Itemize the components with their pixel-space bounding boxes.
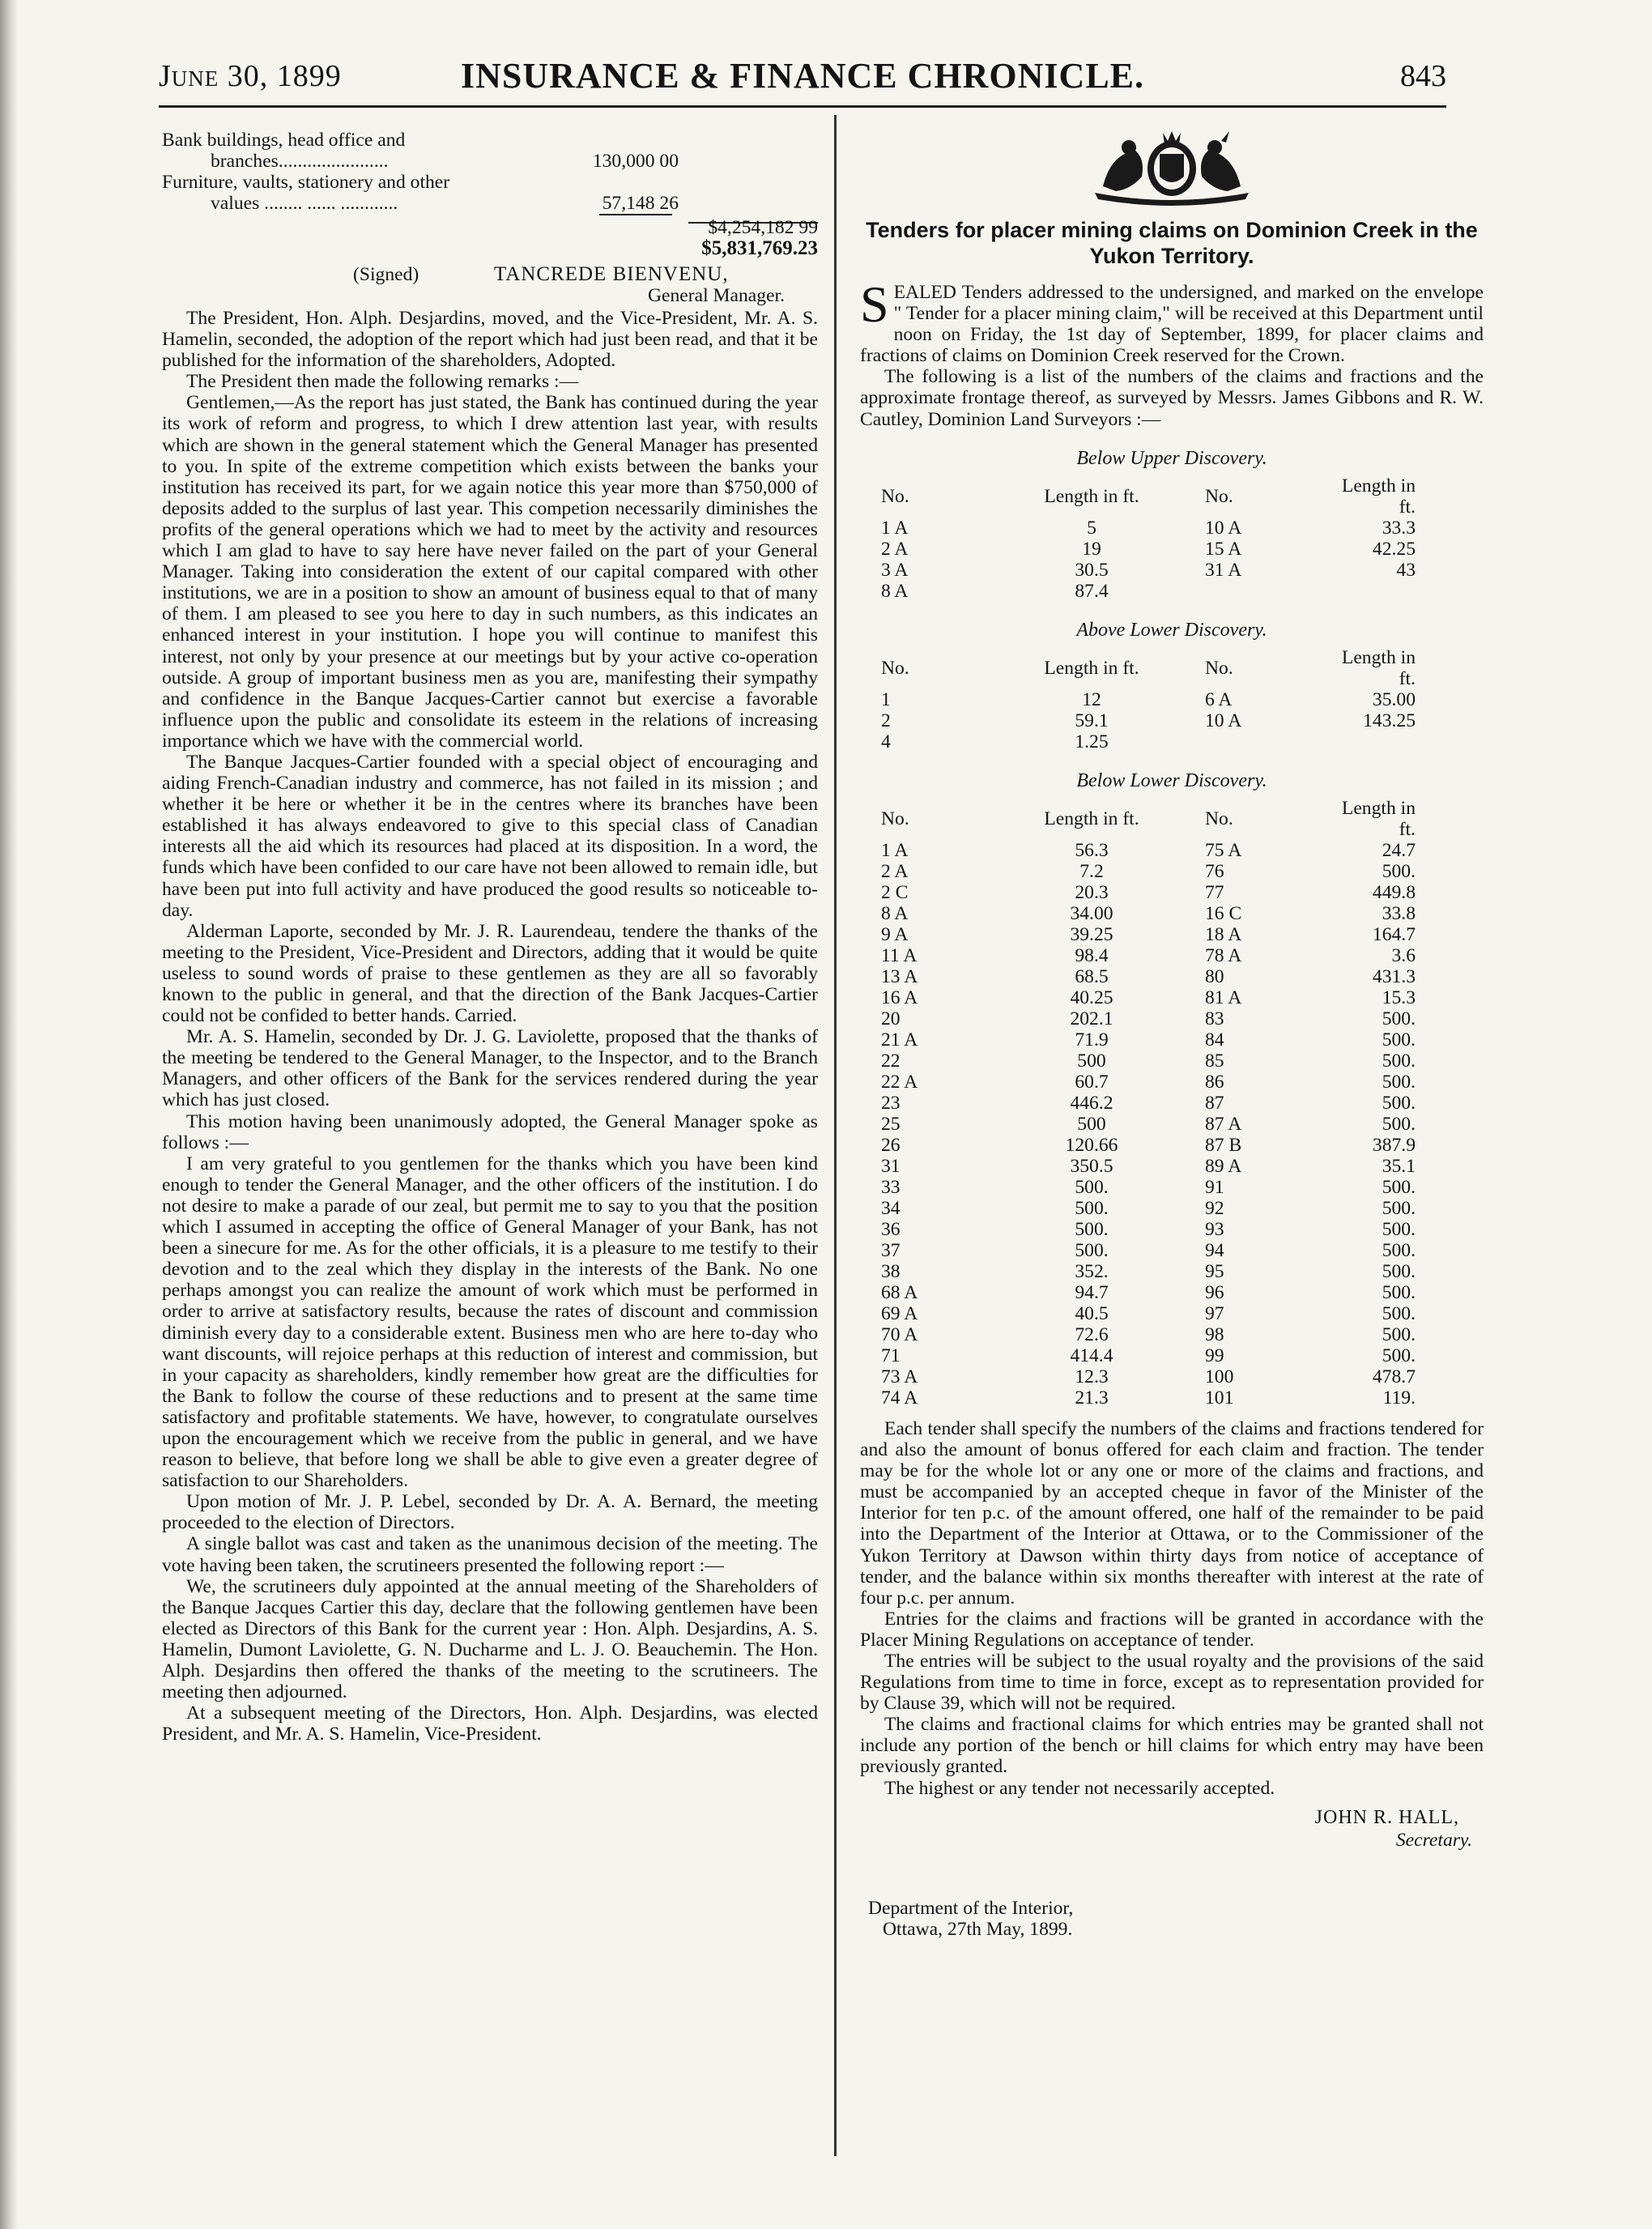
table-row bbox=[881, 1219, 1448, 1240]
signed-title: General Manager. bbox=[648, 285, 786, 306]
table-cell: 2 A bbox=[881, 538, 909, 560]
column-header: No. bbox=[881, 657, 909, 679]
table-row bbox=[881, 518, 1448, 539]
signed-name: TANCREDE BIENVENU, bbox=[494, 263, 729, 285]
signed-label: (Signed) bbox=[353, 264, 419, 285]
table-cell: 97 bbox=[1205, 1302, 1224, 1324]
table-cell: 87.4 bbox=[1075, 580, 1109, 602]
report-paragraph: Gentlemen,—As the report has just stated, the Bank has continued during the year its work of reform and progress, to which I drew attention last year, with results which are shown in the general statement which the General Manager has presented to you. In spite of the extreme competition which exists between the banks your institution has received its part, for we again notice this year more than $750,000 of deposits added to the surplus of last year. This competion necessarily diminishes the profits of the general operations which we had to meet by the activity and resources which I am glad to have to say here have never failed on the part of your General Manager. Taking into consideration the extent of our capital compared with other institutions, we are in a position to show an amount of business equal to that of many of them. I am pleased to see you here to day in such numbers, as this indicates an enhanced interest in your institution. I hope you will continue to manifest this interest, not only by your presence at our meetings but by your active co-operation outside. A group of important business men as you are, manifesting their sympathy and confidence in the Banque Jacques-Cartier cannot but exercise a favorable influence upon the public and consolidate its esteem in the relations of increasing importance which we have with the commercial world. bbox=[162, 392, 818, 752]
table-cell: 15.3 bbox=[1382, 987, 1416, 1008]
table-cell: 4 bbox=[881, 731, 891, 752]
table-cell: 16 C bbox=[1205, 902, 1242, 924]
table-cell: 500. bbox=[1382, 1281, 1416, 1303]
table-cell: 40.25 bbox=[1070, 987, 1113, 1008]
report-paragraph: This motion having been unanimously adopted, the General Manager spoke as follows :— bbox=[162, 1110, 818, 1153]
table-row bbox=[881, 1240, 1448, 1261]
column-header: No. bbox=[881, 485, 909, 507]
table-cell: 10 A bbox=[1205, 710, 1242, 731]
table-cell: 33 bbox=[881, 1176, 901, 1198]
claims-header-row bbox=[881, 798, 1448, 840]
table-cell: 96 bbox=[1205, 1281, 1224, 1303]
table-cell: 3 A bbox=[881, 559, 909, 581]
table-cell: 500. bbox=[1382, 1071, 1416, 1093]
intro-text-2: The following is a list of the numbers of the claims and fractions and the approximate frontage thereof, as surveyed by Messrs. James Gibbons and R. W. Cautley, Dominion Land Surveyors :— bbox=[860, 366, 1484, 430]
balance-amount: 130,000 00 bbox=[592, 151, 679, 172]
table-row bbox=[881, 1198, 1448, 1219]
table-row bbox=[881, 1324, 1448, 1345]
table-row bbox=[881, 903, 1448, 924]
claims-table-title: Above Lower Discovery. bbox=[1076, 619, 1267, 641]
table-cell: 89 A bbox=[1205, 1155, 1242, 1177]
table-cell: 71 bbox=[881, 1345, 901, 1366]
table-cell: 10 A bbox=[1205, 517, 1242, 539]
balance-row bbox=[162, 172, 818, 193]
claims-header-row bbox=[881, 475, 1448, 518]
table-cell: 94.7 bbox=[1075, 1281, 1109, 1303]
table-row bbox=[881, 1135, 1448, 1156]
table-cell: 500. bbox=[1075, 1218, 1109, 1240]
table-cell: 77 bbox=[1205, 881, 1224, 903]
claims-table-title: Below Lower Discovery. bbox=[1076, 769, 1267, 791]
table-cell: 91 bbox=[1205, 1176, 1224, 1198]
table-cell: 24.7 bbox=[1382, 839, 1416, 861]
table-cell: 25 bbox=[881, 1113, 901, 1135]
table-cell: 81 A bbox=[1205, 987, 1242, 1008]
table-cell: 87 A bbox=[1205, 1113, 1242, 1135]
table-cell: 20 bbox=[881, 1008, 901, 1029]
table-cell: 42.25 bbox=[1372, 538, 1416, 560]
right-column bbox=[860, 130, 1484, 1940]
table-row bbox=[881, 1282, 1448, 1303]
department-dateline bbox=[860, 1898, 1484, 1940]
table-cell: 1 bbox=[881, 688, 891, 710]
table-cell: 500. bbox=[1382, 1008, 1416, 1029]
table-cell: 478.7 bbox=[1372, 1366, 1416, 1387]
table-row bbox=[881, 560, 1448, 581]
claims-table-title: Below Upper Discovery. bbox=[1076, 447, 1267, 469]
table-cell: 500. bbox=[1382, 1197, 1416, 1219]
table-cell: 33.3 bbox=[1382, 517, 1416, 539]
table-cell: 95 bbox=[1205, 1260, 1224, 1282]
table-cell: 21.3 bbox=[1075, 1387, 1109, 1409]
table-cell: 143.25 bbox=[1363, 710, 1416, 731]
table-row bbox=[881, 1072, 1448, 1093]
table-row bbox=[881, 966, 1448, 987]
secretary-title: Secretary. bbox=[1395, 1829, 1472, 1851]
intro-text: EALED Tenders addressed to the undersigned, and marked on the envelope " Tender for a placer mining claim," will be received at this Department until noon on Friday, the 1st day of September, 1899, for placer claims and fractions of claims on Dominion Creek reserved for the Crown. bbox=[860, 282, 1484, 367]
table-cell: 40.5 bbox=[1075, 1302, 1109, 1324]
table-cell: 56.3 bbox=[1075, 839, 1109, 861]
table-row bbox=[881, 1387, 1448, 1409]
table-cell: 352. bbox=[1075, 1260, 1109, 1282]
table-cell: 83 bbox=[1205, 1008, 1224, 1029]
table-cell bbox=[1181, 731, 1326, 752]
table-cell: 31 A bbox=[1205, 559, 1242, 581]
table-row bbox=[881, 1008, 1448, 1029]
table-row bbox=[881, 945, 1448, 966]
report-paragraph: The President, Hon. Alph. Desjardins, moved, and the Vice-President, Mr. A. S. Hamelin, seconded, the adoption of the report which had just been read, and that it be published for the information of the shareholders, Adopted. bbox=[162, 308, 818, 372]
claims-table bbox=[881, 647, 1448, 752]
table-cell: 78 A bbox=[1205, 944, 1242, 966]
balance-label: branches....................... bbox=[211, 151, 389, 172]
table-cell: 84 bbox=[1205, 1029, 1224, 1051]
table-cell: 43 bbox=[1396, 559, 1416, 581]
table-cell: 72.6 bbox=[1075, 1323, 1109, 1345]
table-cell: 74 A bbox=[881, 1387, 918, 1409]
table-row bbox=[881, 987, 1448, 1008]
balance-row bbox=[162, 151, 818, 172]
column-divider bbox=[834, 115, 837, 2156]
table-cell: 18 A bbox=[1205, 923, 1242, 945]
table-row bbox=[881, 882, 1448, 903]
condition-paragraph: The highest or any tender not necessarily accepted. bbox=[884, 1777, 1275, 1799]
table-cell: 34.00 bbox=[1070, 902, 1113, 924]
tender-conditions bbox=[860, 1418, 1484, 1799]
column-header: Length in ft. bbox=[1044, 485, 1139, 507]
column-header: Length in ft. bbox=[1341, 646, 1416, 689]
table-cell: 86 bbox=[1205, 1071, 1224, 1093]
table-row bbox=[881, 1051, 1448, 1072]
page-number: 843 bbox=[1400, 59, 1446, 93]
table-cell: 446.2 bbox=[1070, 1092, 1113, 1114]
balance-row bbox=[162, 193, 818, 214]
table-cell: 36 bbox=[881, 1218, 901, 1240]
table-cell: 35.00 bbox=[1372, 688, 1416, 710]
table-row bbox=[881, 1093, 1448, 1114]
report-paragraph: We, the scrutineers duly appointed at the annual meeting of the Shareholders of the Banque Jacques Cartier this day, declare that the following gentlemen have been elected as Directors of this Bank for the current year : Hon. Alph. Desjardins, A. S. Hamelin, Dumont Laviolette, G. N. Ducharme and L. J. O. Beauchemin. The Hon. Alph. Desjardins then offered the thanks of the meeting to the scrutineers. The meeting then adjourned. bbox=[162, 1575, 818, 1703]
table-cell bbox=[1326, 731, 1448, 752]
issue-date: June 30, 1899 bbox=[159, 59, 342, 93]
table-cell: 500. bbox=[1382, 1218, 1416, 1240]
table-cell: 500. bbox=[1075, 1197, 1109, 1219]
table-cell: 500 bbox=[1077, 1050, 1106, 1072]
balance-label: Furniture, vaults, stationery and other bbox=[162, 172, 450, 193]
table-cell: 1 A bbox=[881, 517, 909, 539]
table-cell: 500. bbox=[1382, 1239, 1416, 1261]
table-cell: 12.3 bbox=[1075, 1366, 1109, 1387]
table-cell: 119. bbox=[1382, 1387, 1416, 1409]
condition-paragraph: The claims and fractional claims for which entries may be granted shall not include any portion of the bench or hill claims for which entry may have been previously granted. bbox=[860, 1714, 1484, 1778]
table-cell: 6 A bbox=[1205, 688, 1233, 710]
condition-paragraph: The entries will be subject to the usual royalty and the provisions of the said Regulations from time to time in force, except as to representation provided for by Clause 39, which will not be required. bbox=[860, 1650, 1484, 1715]
column-header: Length in ft. bbox=[1341, 797, 1416, 840]
table-cell: 202.1 bbox=[1070, 1008, 1113, 1029]
table-cell: 164.7 bbox=[1372, 923, 1416, 945]
table-cell: 414.4 bbox=[1070, 1345, 1113, 1366]
claim-tables bbox=[860, 448, 1484, 1409]
table-cell: 101 bbox=[1205, 1387, 1234, 1409]
page-edge-shadow bbox=[0, 0, 18, 2229]
table-cell: 98 bbox=[1205, 1323, 1224, 1345]
table-cell: 500. bbox=[1382, 1176, 1416, 1198]
report-paragraph: Alderman Laporte, seconded by Mr. J. R. Laurendeau, tendere the thanks of the meeting to the President, Vice-President and Directors, adding that it would be quite useless to sound words of praise to these gentlemen as they are all so favorably known to the public in general, and that the direction of the Bank Jacques-Cartier could not be confided to better hands. Carried. bbox=[162, 920, 818, 1027]
table-cell: 22 A bbox=[881, 1071, 918, 1093]
table-cell: 12 bbox=[1082, 688, 1101, 710]
table-cell: 500. bbox=[1382, 1050, 1416, 1072]
table-row bbox=[881, 710, 1448, 731]
condition-paragraph: Entries for the claims and fractions will be granted in accordance with the Placer Mining Regulations on acceptance of tender. bbox=[860, 1608, 1484, 1651]
table-cell: 71.9 bbox=[1075, 1029, 1109, 1051]
secretary-signature bbox=[860, 1807, 1484, 1857]
column-header: No. bbox=[1205, 808, 1233, 829]
intro-paragraph bbox=[860, 275, 1484, 367]
table-row bbox=[881, 539, 1448, 560]
table-cell: 9 A bbox=[881, 923, 909, 945]
table-cell: 350.5 bbox=[1070, 1155, 1113, 1177]
table-cell: 23 bbox=[881, 1092, 901, 1114]
table-row bbox=[881, 924, 1448, 945]
condition-paragraph: Each tender shall specify the numbers of the claims and fractions tendered for and also the amount of bonus offered for each claim and fraction. The tender may be for the whole lot or any one or more of the claims and fractions, and must be accompanied by an accepted cheque in favor of the Minister of the Interior for ten p.c. of the amount offered, one half of the remainder to be paid into the Department of the Interior at Ottawa, or to the Commissioner of the Yukon Territory at Dawson within thirty days from notice of acceptance of tender, and the balance within six months thereafter with interest at the rate of four p.c. per annum. bbox=[860, 1417, 1484, 1609]
meeting-report bbox=[162, 308, 818, 1745]
table-cell: 39.25 bbox=[1070, 923, 1113, 945]
table-cell bbox=[1181, 581, 1326, 602]
table-cell: 500. bbox=[1075, 1176, 1109, 1198]
report-paragraph: The Banque Jacques-Cartier founded with a special object of encouraging and aiding French-Canadian industry and commerce, has not failed in its mission ; and whether it be here or whether it be in the centres where its branches have been established it has always endeavored to give to this special class of Canadian interests all the aid which its resources had placed at its disposition. In a word, the funds which have been confided to our care have not been allowed to remain idle, but have been put into full activity and have produced the good results so noticeable to-day. bbox=[162, 751, 818, 921]
table-row bbox=[881, 1345, 1448, 1366]
table-cell: 21 A bbox=[881, 1029, 918, 1051]
table-cell: 500. bbox=[1382, 1260, 1416, 1282]
table-cell: 75 A bbox=[1205, 839, 1242, 861]
table-cell: 87 bbox=[1205, 1092, 1224, 1114]
table-cell: 22 bbox=[881, 1050, 901, 1072]
publication-title: INSURANCE & FINANCE CHRONICLE. bbox=[460, 56, 1145, 96]
table-cell: 1.25 bbox=[1075, 731, 1109, 752]
report-paragraph: At a subsequent meeting of the Directors, Hon. Alph. Desjardins, was elected President, and Mr. A. S. Hamelin, Vice-President. bbox=[162, 1703, 818, 1745]
table-cell: 15 A bbox=[1205, 538, 1242, 560]
table-cell: 68.5 bbox=[1075, 965, 1109, 987]
column-header: Length in ft. bbox=[1341, 475, 1416, 518]
table-row bbox=[881, 840, 1448, 861]
table-row bbox=[881, 1177, 1448, 1198]
secretary-name: JOHN R. HALL, bbox=[1314, 1806, 1459, 1828]
table-cell: 500. bbox=[1382, 1029, 1416, 1051]
balance-amount: 57,148 26 bbox=[602, 193, 679, 214]
table-cell: 7.2 bbox=[1079, 860, 1104, 882]
balance-sheet bbox=[162, 130, 818, 214]
table-cell: 94 bbox=[1205, 1239, 1224, 1261]
signature-block bbox=[162, 262, 818, 308]
column-header: Length in ft. bbox=[1044, 657, 1139, 679]
total-value: $5,831,769.23 bbox=[701, 237, 818, 259]
table-cell: 85 bbox=[1205, 1050, 1224, 1072]
table-cell: 37 bbox=[881, 1239, 901, 1261]
royal-crest-icon bbox=[1079, 130, 1265, 207]
table-cell: 449.8 bbox=[1372, 881, 1416, 903]
table-cell: 11 A bbox=[881, 944, 918, 966]
table-cell: 26 bbox=[881, 1134, 901, 1156]
balance-row bbox=[162, 130, 818, 151]
table-cell: 500. bbox=[1382, 860, 1416, 882]
department-line: Department of the Interior, bbox=[868, 1897, 1074, 1919]
table-cell: 500. bbox=[1382, 1345, 1416, 1366]
table-cell: 69 A bbox=[881, 1302, 918, 1324]
table-cell: 33.8 bbox=[1382, 902, 1416, 924]
drop-cap: S bbox=[860, 275, 889, 333]
claims-table bbox=[881, 475, 1448, 602]
table-row bbox=[881, 1156, 1448, 1177]
balance-label: values ........ ...... ............ bbox=[211, 193, 398, 214]
table-row bbox=[881, 1366, 1448, 1387]
table-row bbox=[881, 581, 1448, 602]
table-row bbox=[881, 1303, 1448, 1324]
table-cell: 8 A bbox=[881, 580, 909, 602]
column-header: Length in ft. bbox=[1044, 808, 1139, 829]
table-cell: 500. bbox=[1382, 1092, 1416, 1114]
table-cell: 38 bbox=[881, 1260, 901, 1282]
table-row bbox=[881, 861, 1448, 882]
total-row bbox=[162, 238, 818, 261]
table-row bbox=[881, 1029, 1448, 1051]
table-cell: 100 bbox=[1205, 1366, 1234, 1387]
table-cell: 387.9 bbox=[1372, 1134, 1416, 1156]
table-cell: 80 bbox=[1205, 965, 1224, 987]
subtotal-value: $4,254,182 99 bbox=[708, 217, 818, 238]
report-paragraph: I am very grateful to you gentlemen for the thanks which you have been kind enough to tender the General Manager, and the other officers of the institution. I do not desire to make a parade of our zeal, but permit me to say to you that the position which I assumed in accepting the office of General Manager of your Bank, has not been a sinecure for me. As for the other officials, it is a pleasure to me testify to their devotion and to the zeal which they display in the interests of the Bank. No one perhaps amongst you can realize the amount of work which must be performed in order to arrive at satisfactory results, because the rates of discount and commission diminish every day to a considerable extent. Business men who are here to-day who want discounts, will rejoice perhaps at this reduction of interest and commission, but in your capacity as shareholders, kindly remember how great are the difficulties for the Bank to follow the course of these reductions and to present at the same time satisfactory and profitable statements. We have, however, to congratulate ourselves upon the encouragement which we receive from the public in general, and we have reason to believe, that before long we shall be able to give even a greater degree of satisfaction to our Shareholders. bbox=[162, 1153, 818, 1492]
table-cell: 500. bbox=[1382, 1302, 1416, 1324]
table-cell: 98.4 bbox=[1075, 944, 1109, 966]
table-cell: 76 bbox=[1205, 860, 1224, 882]
column-header: No. bbox=[881, 808, 909, 829]
table-cell: 93 bbox=[1205, 1218, 1224, 1240]
table-cell: 99 bbox=[1205, 1345, 1224, 1366]
table-cell: 5 bbox=[1087, 517, 1096, 539]
table-cell: 2 A bbox=[881, 860, 909, 882]
header-rule bbox=[159, 105, 1446, 108]
table-row bbox=[881, 689, 1448, 710]
table-cell: 500 bbox=[1077, 1113, 1106, 1135]
claims-table bbox=[881, 798, 1448, 1409]
table-cell: 35.1 bbox=[1382, 1155, 1416, 1177]
table-cell: 120.66 bbox=[1065, 1134, 1118, 1156]
table-cell: 13 A bbox=[881, 965, 918, 987]
table-cell: 92 bbox=[1205, 1197, 1224, 1219]
table-cell: 59.1 bbox=[1075, 710, 1109, 731]
table-cell: 500. bbox=[1075, 1239, 1109, 1261]
table-cell: 73 A bbox=[881, 1366, 918, 1387]
table-cell: 87 B bbox=[1205, 1134, 1242, 1156]
table-cell: 30.5 bbox=[1075, 559, 1109, 581]
balance-label: Bank buildings, head office and bbox=[162, 130, 406, 151]
left-column bbox=[162, 130, 818, 1745]
table-cell: 20.3 bbox=[1075, 881, 1109, 903]
table-cell bbox=[1326, 581, 1448, 602]
table-cell: 16 A bbox=[881, 987, 918, 1008]
table-cell: 431.3 bbox=[1372, 965, 1416, 987]
table-row bbox=[881, 1261, 1448, 1282]
report-paragraph: Upon motion of Mr. J. P. Lebel, seconded by Dr. A. A. Bernard, the meeting proceeded to the election of Directors. bbox=[162, 1491, 818, 1534]
dateline: Ottawa, 27th May, 1899. bbox=[883, 1918, 1073, 1940]
table-cell: 68 A bbox=[881, 1281, 918, 1303]
table-cell: 2 bbox=[881, 710, 891, 731]
notice-heading: Tenders for placer mining claims on Dominion Creek in the Yukon Territory. bbox=[866, 218, 1478, 268]
table-row bbox=[881, 1114, 1448, 1135]
column-header: No. bbox=[1205, 485, 1233, 507]
table-cell: 31 bbox=[881, 1155, 901, 1177]
table-cell: 500. bbox=[1382, 1323, 1416, 1345]
table-cell: 19 bbox=[1082, 538, 1101, 560]
subtotal-rule bbox=[599, 214, 672, 215]
table-cell: 60.7 bbox=[1075, 1071, 1109, 1093]
table-cell: 3.6 bbox=[1391, 944, 1416, 966]
table-cell: 2 C bbox=[881, 881, 909, 903]
running-head bbox=[159, 53, 1446, 102]
report-paragraph: Mr. A. S. Hamelin, seconded by Dr. J. G. Laviolette, proposed that the thanks of the meeting be tendered to the General Manager, to the Inspector, and to the Branch Managers, and other officers of the Bank for the services rendered during the year which has just closed. bbox=[162, 1026, 818, 1111]
subtotal-row bbox=[162, 214, 818, 238]
table-cell: 8 A bbox=[881, 902, 909, 924]
table-cell: 34 bbox=[881, 1197, 901, 1219]
table-row bbox=[881, 731, 1448, 752]
table-cell: 70 A bbox=[881, 1323, 918, 1345]
table-cell: 500. bbox=[1382, 1113, 1416, 1135]
claims-header-row bbox=[881, 647, 1448, 689]
report-paragraph: The President then made the following remarks :— bbox=[186, 371, 579, 393]
report-paragraph: A single ballot was cast and taken as the unanimous decision of the meeting. The vote having been taken, the scrutineers presented the following report :— bbox=[162, 1533, 818, 1576]
table-cell: 1 A bbox=[881, 839, 909, 861]
column-header: No. bbox=[1205, 657, 1233, 679]
